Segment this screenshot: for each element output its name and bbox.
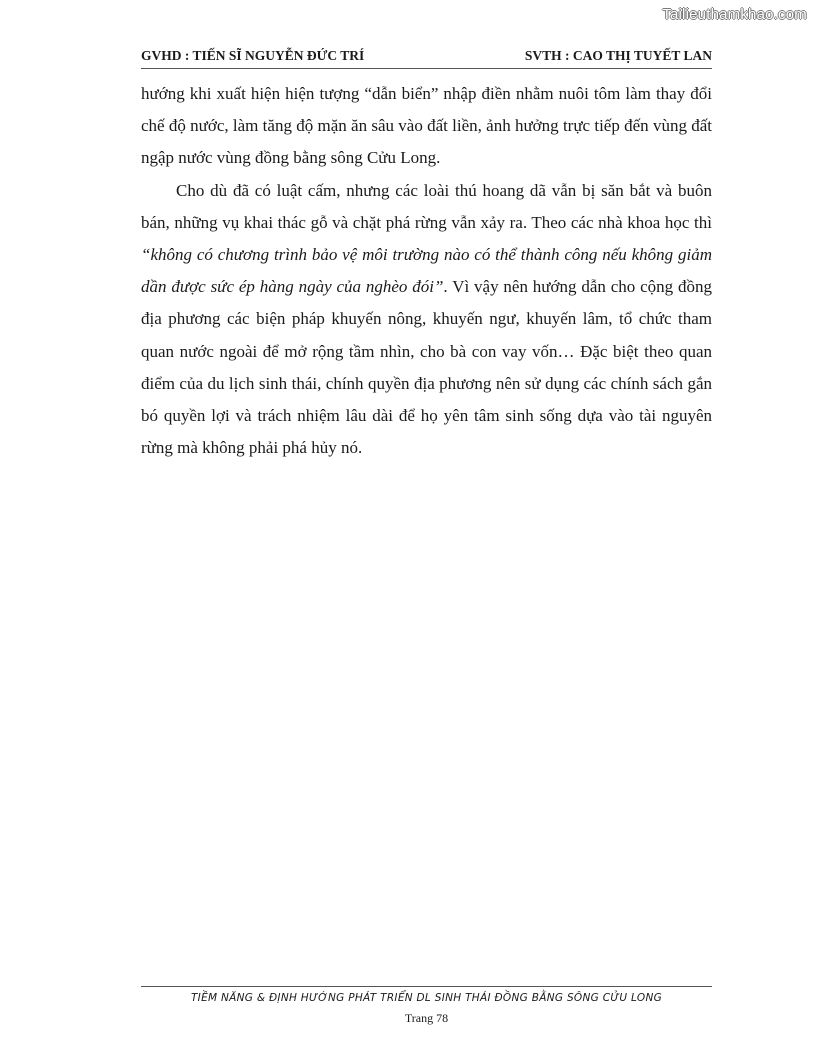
paragraph-2-rest: . Vì vậy nên hướng dẫn cho cộng đồng địa phương các biện pháp khuyến nông, khuyến ngư, khuyến lâm, tổ chức tham quan nước ngoài để mở rộng tầm nhìn, cho bà con vay vốn… Đặc biệt theo quan điểm của du lịch sinh thái, chính quyền địa phương nên sử dụng các chính sách gắn bó quyền lợi và trách nhiệm lâu dài để họ yên tâm sinh sống dựa vào tài nguyên rừng mà không phải phá hủy nó.: [141, 277, 712, 458]
footer-divider: [141, 986, 712, 987]
footer-title: TIỀM NĂNG & ĐỊNH HƯỚNG PHÁT TRIỂN DL SINH THÁI ĐỒNG BẰNG SÔNG CỬU LONG: [190, 992, 663, 1004]
paragraph-2-intro: Cho dù đã có luật cấm, nhưng các loài thú hoang dã vẫn bị săn bắt và buôn bán, những vụ khai thác gỗ và chặt phá rừng vẫn xảy ra. Theo các nhà khoa học thì: [141, 180, 712, 232]
body-text: [141, 78, 712, 464]
page-header: [141, 44, 712, 69]
paragraph-1: hướng khi xuất hiện hiện tượng “dẫn biển” nhập điền nhằm nuôi tôm làm thay đổi chế độ nước, làm tăng độ mặn ăn sâu vào đất liền, ảnh hưởng trực tiếp đến vùng đất ngập nước vùng đồng bằng sông Cửu Long.: [141, 84, 712, 168]
paragraph-2-quote: “không có chương trình bảo vệ môi trường nào có thể thành công nếu không giảm dần được sức ép hàng ngày của nghèo đói”: [141, 245, 712, 297]
header-student: SVTH : CAO THỊ TUYẾT LAN: [524, 48, 712, 63]
page-number: Trang 78: [404, 1011, 449, 1025]
watermark: Tailieuthamkhao.com: [662, 6, 807, 23]
paragraph-2: [141, 175, 712, 465]
header-advisor: GVHD : TIẾN SĨ NGUYỄN ĐỨC TRÍ: [141, 48, 365, 63]
